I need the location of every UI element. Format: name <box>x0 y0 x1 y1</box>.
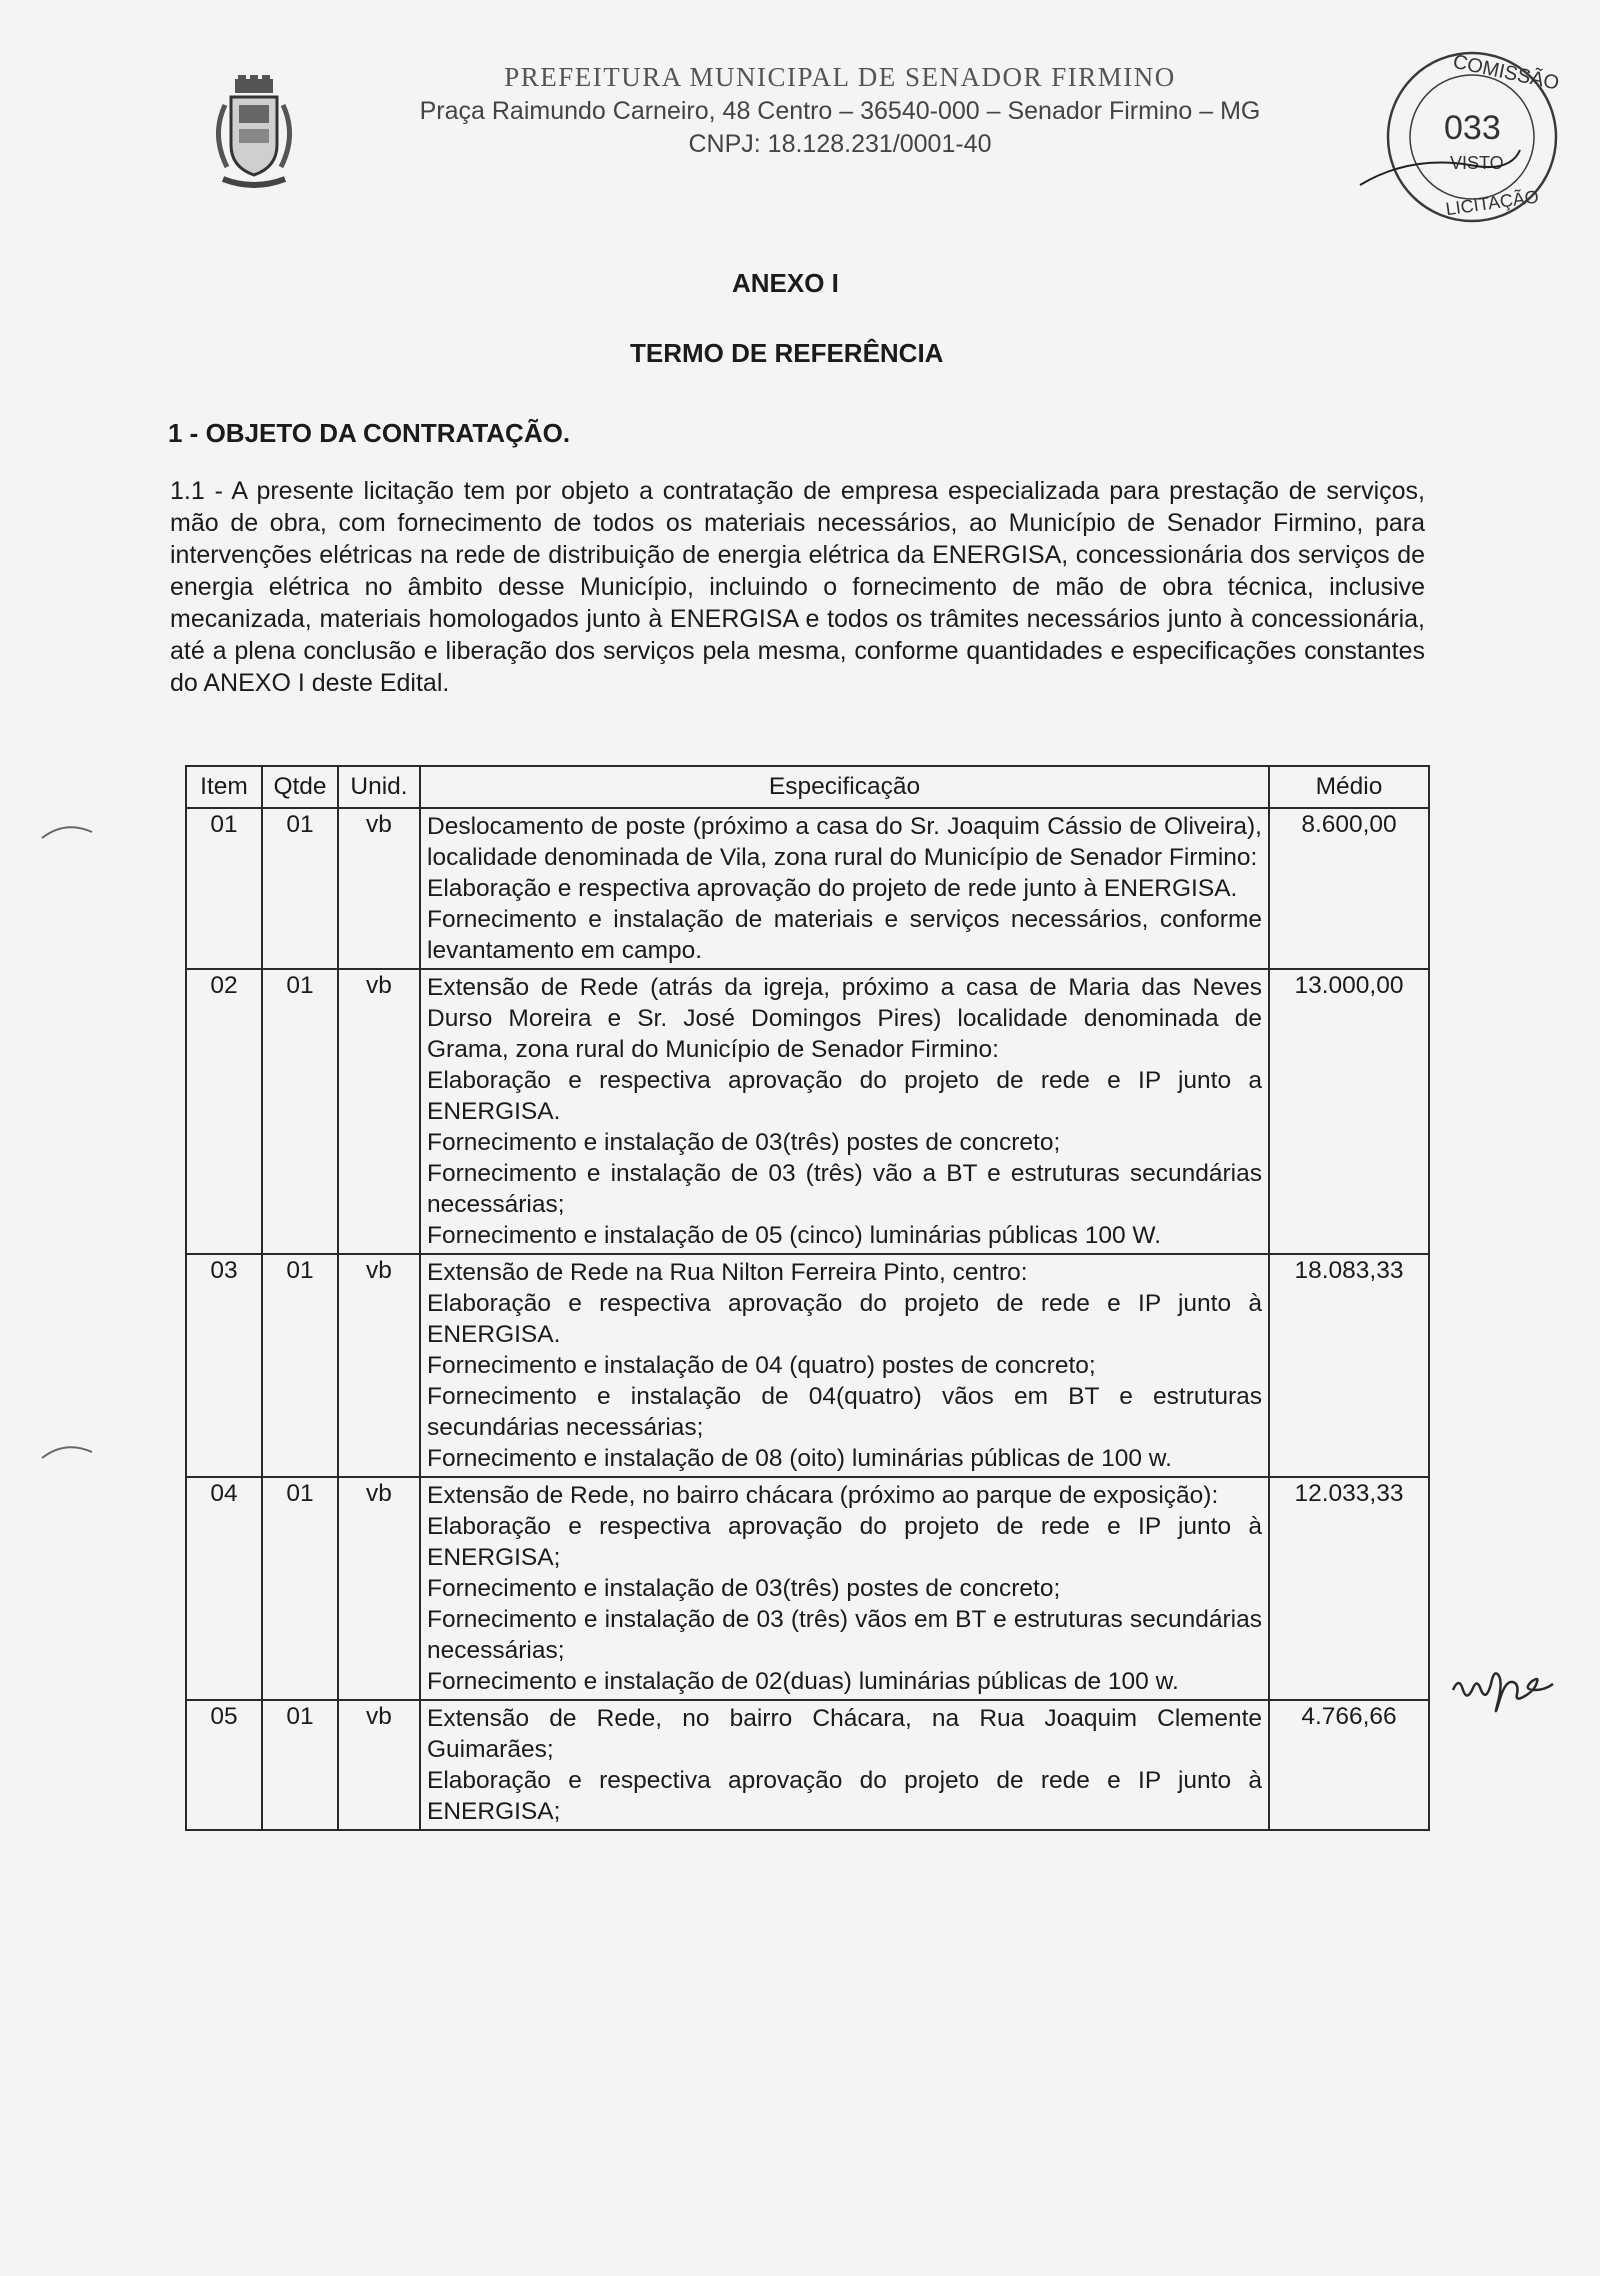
stamp-number: 033 <box>1444 109 1501 147</box>
col-header-qtde: Qtde <box>262 766 338 808</box>
col-header-item: Item <box>186 766 262 808</box>
cell-item: 05 <box>186 1700 262 1830</box>
table-row <box>186 1700 1429 1830</box>
municipal-crest-icon <box>205 75 303 193</box>
cell-medio: 18.083,33 <box>1269 1254 1429 1477</box>
cell-unid: vb <box>338 1254 420 1477</box>
spec-line: Deslocamento de poste (próximo a casa do Sr. Joaquim Cássio de Oliveira), localidade denominada de Vila, zona rural do Município de Senador Firmino: <box>427 813 1262 871</box>
spec-line: Fornecimento e instalação de 02(duas) luminárias públicas de 100 w. <box>427 1668 1179 1695</box>
org-name: PREFEITURA MUNICIPAL DE SENADOR FIRMINO <box>504 62 1176 92</box>
document-title: TERMO DE REFERÊNCIA <box>630 338 944 368</box>
table-row <box>186 1477 1429 1700</box>
table-row <box>186 1254 1429 1477</box>
spec-line: Fornecimento e instalação de materiais e serviços necessários, conforme levantamento em campo. <box>427 906 1262 964</box>
annex-title: ANEXO I <box>732 268 839 298</box>
cell-spec <box>420 969 1269 1254</box>
cell-item: 04 <box>186 1477 262 1700</box>
cell-unid: vb <box>338 1477 420 1700</box>
cell-spec <box>420 1254 1269 1477</box>
letterhead <box>340 62 1340 159</box>
spec-line: Elaboração e respectiva aprovação do projeto de rede e IP junto à ENERGISA; <box>427 1513 1262 1571</box>
cell-qtde: 01 <box>262 1254 338 1477</box>
stamp-mid-text: VISTO <box>1450 153 1504 173</box>
org-address: Praça Raimundo Carneiro, 48 Centro – 36540-000 – Senador Firmino – MG <box>419 97 1261 125</box>
spec-line: Extensão de Rede na Rua Nilton Ferreira Pinto, centro: <box>427 1259 1028 1286</box>
commission-stamp <box>1350 45 1570 235</box>
cell-qtde: 01 <box>262 1700 338 1830</box>
table-header-row <box>186 766 1429 808</box>
cell-item: 02 <box>186 969 262 1254</box>
cell-qtde: 01 <box>262 969 338 1254</box>
table-row <box>186 808 1429 969</box>
spec-line: Fornecimento e instalação de 03(três) postes de concreto; <box>427 1575 1061 1602</box>
cell-item: 03 <box>186 1254 262 1477</box>
spec-line: Extensão de Rede, no bairro chácara (próximo ao parque de exposição): <box>427 1482 1219 1509</box>
spec-line: Fornecimento e instalação de 03(três) postes de concreto; <box>427 1129 1061 1156</box>
spec-line: Fornecimento e instalação de 04 (quatro) postes de concreto; <box>427 1352 1096 1379</box>
cell-unid: vb <box>338 969 420 1254</box>
col-header-medio: Médio <box>1269 766 1429 808</box>
cell-medio: 8.600,00 <box>1269 808 1429 969</box>
org-cnpj: CNPJ: 18.128.231/0001-40 <box>688 130 992 158</box>
section-heading: 1 - OBJETO DA CONTRATAÇÃO. <box>168 418 571 448</box>
cell-qtde: 01 <box>262 1477 338 1700</box>
spec-line: Fornecimento e instalação de 03 (três) vãos em BT e estruturas secundárias necessárias; <box>427 1606 1262 1664</box>
table-row <box>186 969 1429 1254</box>
cell-spec <box>420 1477 1269 1700</box>
object-paragraph: 1.1 - A presente licitação tem por objeto a contratação de empresa especializada para prestação de serviços, mão de obra, com fornecimento de todos os materiais necessários, ao Município de Senador Firmino, para intervenções elétricas na rede de distribuição de energia elétrica da ENERGISA, concessionária dos serviços de energia elétrica no âmbito desse Município, incluindo o fornecimento de mão de obra técnica, inclusive mecanizada, materiais homologados junto à ENERGISA e todos os trâmites necessários junto à concessionária, até a plena conclusão e liberação dos serviços pela mesma, conforme quantidades e especificações constantes do ANEXO I deste Edital. <box>170 477 1425 697</box>
cell-unid: vb <box>338 808 420 969</box>
cell-spec <box>420 808 1269 969</box>
stamp-top-text: COMISSÃO <box>1451 50 1562 95</box>
spec-line: Elaboração e respectiva aprovação do projeto de rede e IP junto a ENERGISA. <box>427 1067 1262 1125</box>
handwritten-signature <box>1448 1650 1598 1730</box>
stamp-bottom-text: LICITAÇÃO <box>1444 186 1540 220</box>
spec-line: Fornecimento e instalação de 08 (oito) luminárias públicas de 100 w. <box>427 1445 1172 1472</box>
spec-line: Fornecimento e instalação de 05 (cinco) luminárias públicas 100 W. <box>427 1222 1162 1249</box>
margin-mark <box>40 820 95 840</box>
spec-line: Extensão de Rede (atrás da igreja, próximo a casa de Maria das Neves Durso Moreira e Sr. José Domingos Pires) localidade denominada de Grama, zona rural do Município de Senador Firmino: <box>427 974 1262 1063</box>
cell-medio: 4.766,66 <box>1269 1700 1429 1830</box>
spec-line: Fornecimento e instalação de 03 (três) vão a BT e estruturas secundárias necessárias; <box>427 1160 1262 1218</box>
spec-line: Extensão de Rede, no bairro Chácara, na Rua Joaquim Clemente Guimarães; <box>427 1705 1262 1763</box>
col-header-spec: Especificação <box>420 766 1269 808</box>
spec-line: Elaboração e respectiva aprovação do projeto de rede junto à ENERGISA. <box>427 875 1238 902</box>
cell-unid: vb <box>338 1700 420 1830</box>
cell-medio: 13.000,00 <box>1269 969 1429 1254</box>
cell-medio: 12.033,33 <box>1269 1477 1429 1700</box>
spec-line: Fornecimento e instalação de 04(quatro) vãos em BT e estruturas secundárias necessárias; <box>427 1383 1262 1441</box>
cell-qtde: 01 <box>262 808 338 969</box>
col-header-unid: Unid. <box>338 766 420 808</box>
specification-table <box>185 765 1430 1831</box>
spec-line: Elaboração e respectiva aprovação do projeto de rede e IP junto à ENERGISA. <box>427 1290 1262 1348</box>
cell-spec <box>420 1700 1269 1830</box>
cell-item: 01 <box>186 808 262 969</box>
margin-mark <box>40 1440 95 1460</box>
spec-line: Elaboração e respectiva aprovação do projeto de rede e IP junto à ENERGISA; <box>427 1767 1262 1825</box>
